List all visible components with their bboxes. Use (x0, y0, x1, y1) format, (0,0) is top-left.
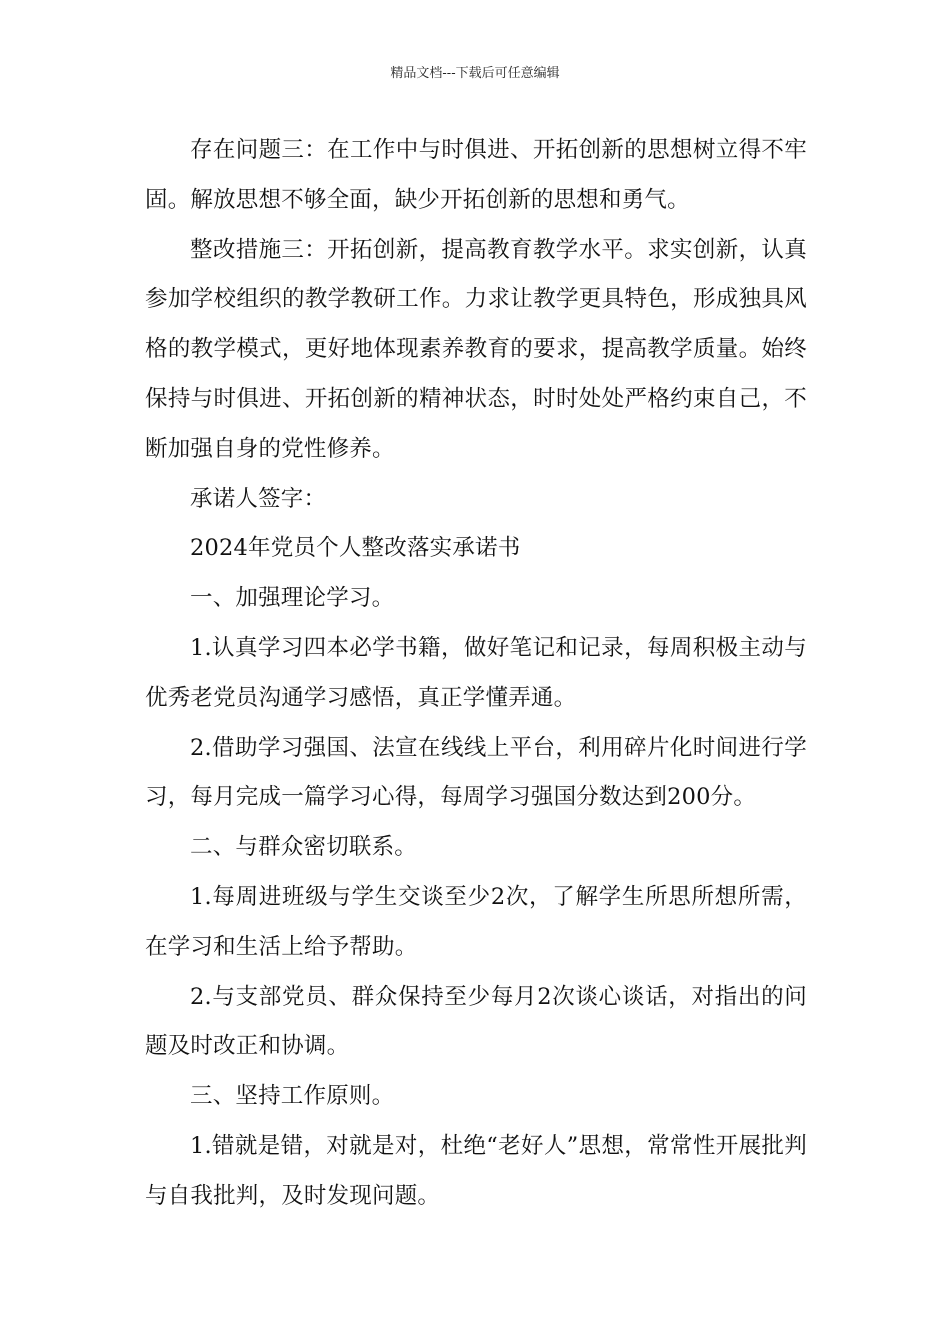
paragraph-problem-three: 存在问题三：在工作中与时俱进、开拓创新的思想树立得不牢固。解放思想不够全面，缺少开拓创新的思想和勇气。 (145, 137, 807, 213)
section-heading-one: 一、加强理论学习。 (190, 585, 395, 612)
paragraph-item-1-1: 1.认真学习四本必学书籍，做好笔记和记录，每周积极主动与优秀老党员沟通学习感悟，真正学懂弄通。 (145, 634, 807, 711)
paragraph-measure-three: 整改措施三：开拓创新，提高教育教学水平。求实创新，认真参加学校组织的教学教研工作。力求让教学更具特色，形成独具风格的教学模式，更好地体现素养教育的要求，提高教学质量。始终保持与时俱进、开拓创新的精神状态，时时处处严格约束自己，不断加强自身的党性修养。 (145, 236, 807, 462)
paragraph-item-1-2: 2.借助学习强国、法宣在线线上平台，利用碎片化时间进行学习，每月完成一篇学习心得，每周学习强国分数达到200分。 (145, 734, 807, 811)
section-heading-two: 二、与群众密切联系。 (190, 834, 418, 861)
paragraph-item-2-1: 1.每周进班级与学生交谈至少2次，了解学生所思所想所需，在学习和生活上给予帮助。 (145, 883, 807, 960)
document-body (145, 126, 807, 1222)
paragraph-item-2-2: 2.与支部党员、群众保持至少每月2次谈心谈话，对指出的问题及时改正和协调。 (145, 983, 807, 1060)
section-heading-three: 三、坚持工作原则。 (190, 1083, 395, 1110)
paragraph-title: 2024年党员个人整改落实承诺书 (190, 535, 521, 562)
paragraph-signature: 承诺人签字： (190, 485, 327, 512)
page-header: 精品文档---下载后可任意编辑 (390, 66, 560, 81)
paragraph-item-3-1: 1.错就是错，对就是对，杜绝“老好人”思想，常常性开展批判与自我批判，及时发现问题。 (145, 1132, 807, 1209)
